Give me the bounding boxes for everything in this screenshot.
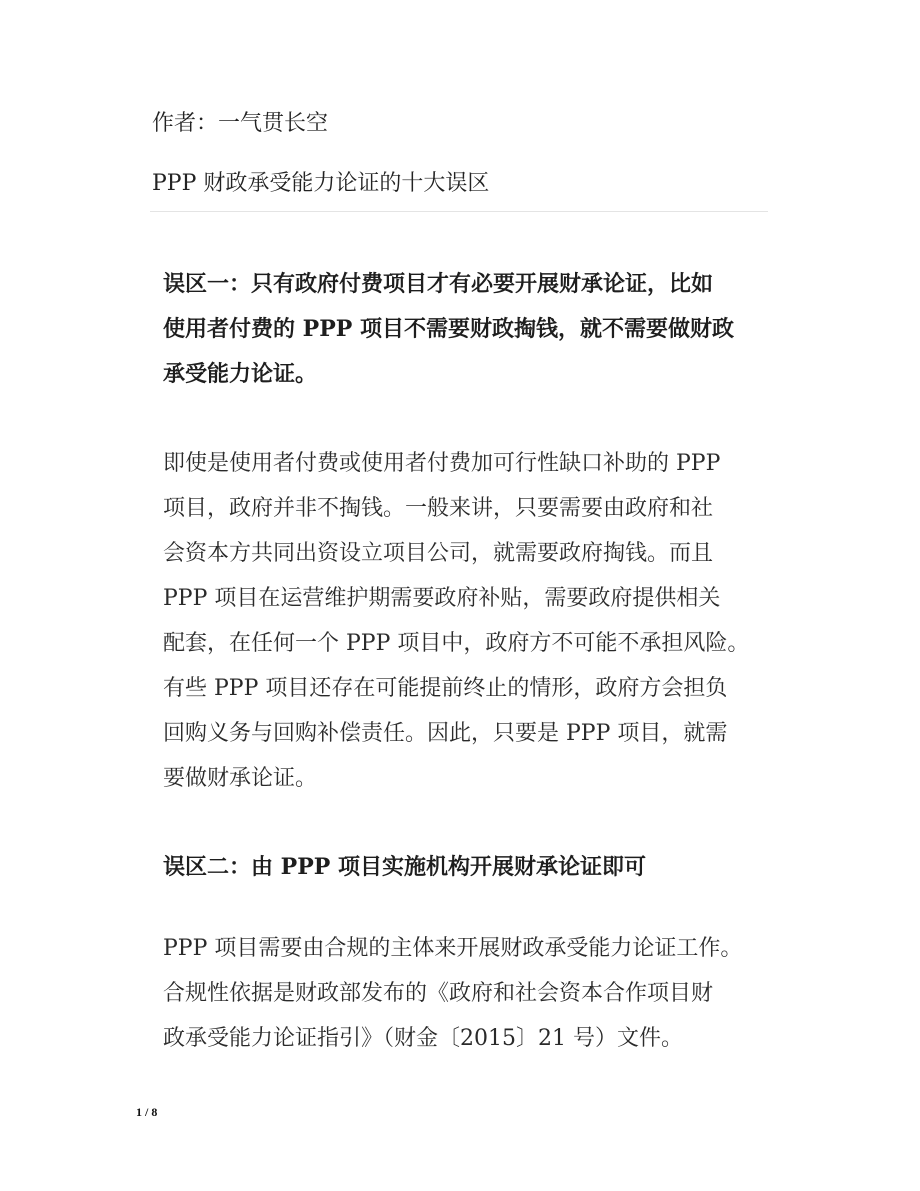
heading-line: 使用者付费的 PPP 项目不需要财政掏钱，就不需要做财政 [163,316,734,342]
paragraph-line: 项目，政府并非不掏钱。一般来讲，只要需要由政府和社 [163,496,714,521]
author-line: 作者：一气贯长空 [152,111,329,136]
section-heading-myth-2 [163,845,763,890]
paragraph-line: 回购义务与回购补偿责任。因此，只要是 PPP 项目，就需 [163,721,728,746]
page-indicator: 1 / 8 [136,1105,158,1119]
heading-line: 承受能力论证。 [163,361,318,387]
paragraph-myth-1 [163,441,763,801]
paragraph-line: 会资本方共同出资设立项目公司，就需要政府掏钱。而且 [163,541,714,566]
paragraph-myth-2 [163,926,763,1061]
article-body [163,262,763,1105]
paragraph-line: 即使是使用者付费或使用者付费加可行性缺口补助的 PPP [163,451,721,476]
paragraph-line: PPP 项目需要由合规的主体来开展财政承受能力论证工作。 [163,936,743,961]
paragraph-line: 要做财承论证。 [163,766,318,791]
section-heading-myth-1 [163,262,763,397]
paragraph-line: 政承受能力论证指引》（财金〔2015〕21 号）文件。 [163,1026,683,1051]
paragraph-line: PPP 项目在运营维护期需要政府补贴，需要政府提供相关 [163,586,721,611]
heading-line: 误区二：由 PPP 项目实施机构开展财承论证即可 [163,854,646,880]
title-divider [150,211,768,212]
paragraph-line: 有些 PPP 项目还存在可能提前终止的情形，政府方会担负 [163,676,728,701]
heading-line: 误区一：只有政府付费项目才有必要开展财承论证，比如 [163,271,714,297]
document-title: PPP 财政承受能力论证的十大误区 [152,171,490,196]
paragraph-line: 合规性依据是财政部发布的《政府和社会资本合作项目财 [163,981,714,1006]
paragraph-line: 配套，在任何一个 PPP 项目中，政府方不可能不承担风险。 [163,631,750,656]
